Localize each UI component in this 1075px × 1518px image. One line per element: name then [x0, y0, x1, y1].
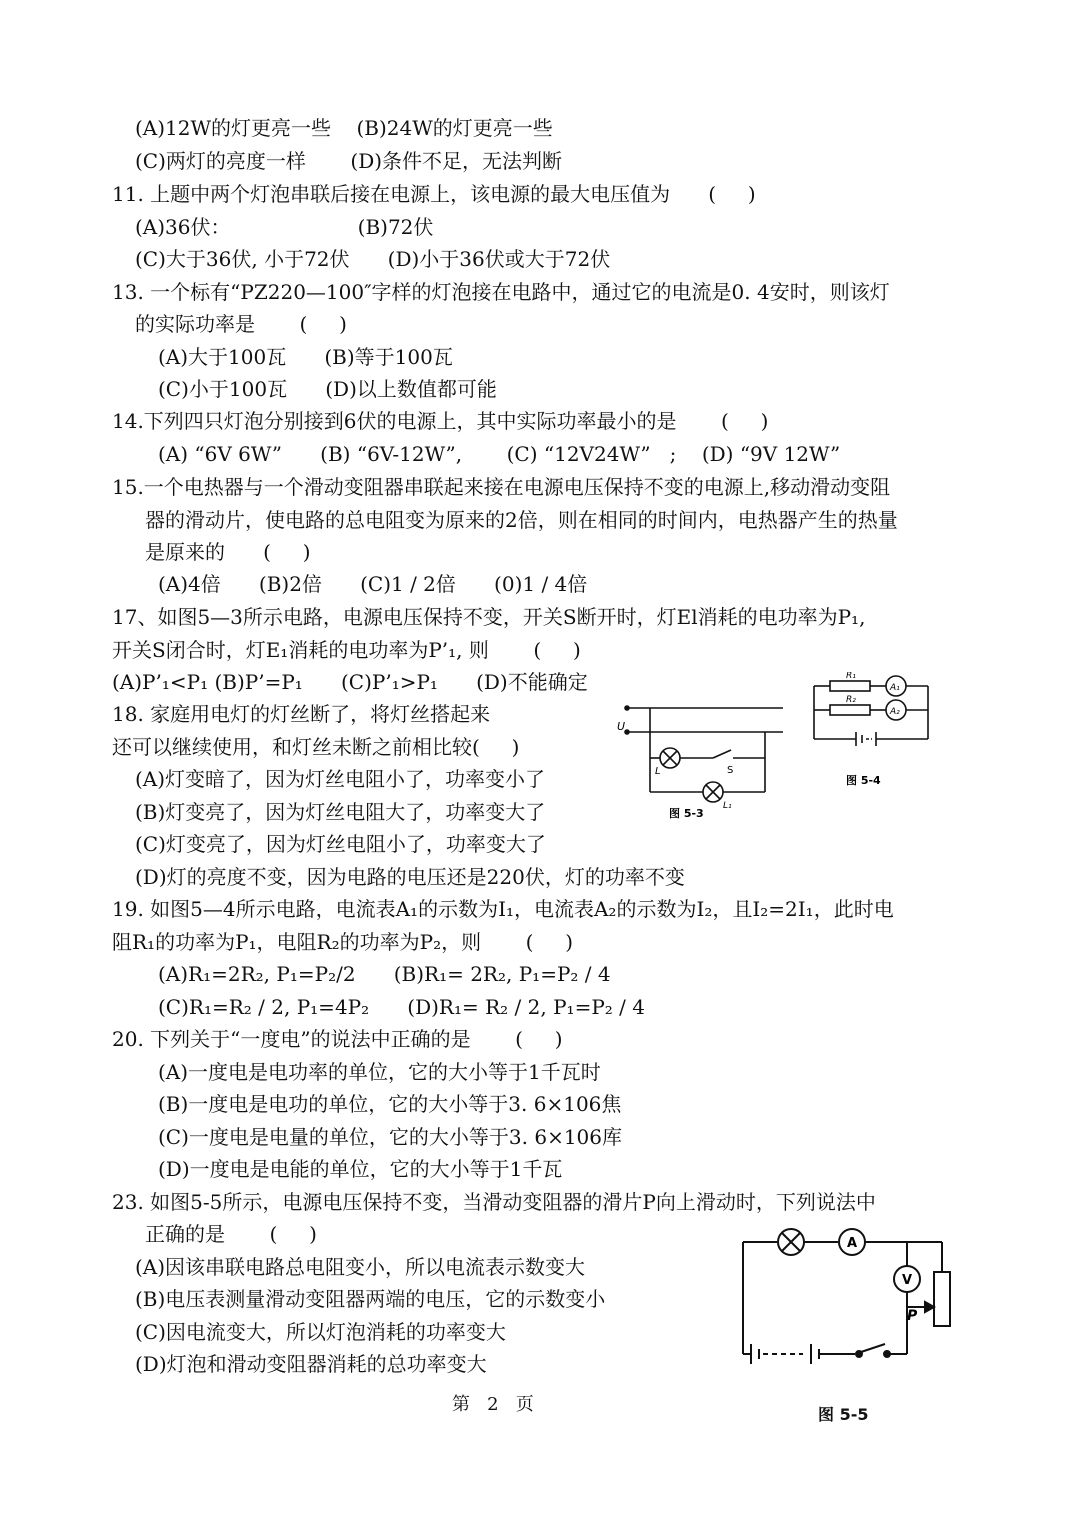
question-18: 18. 家庭用电灯的灯丝断了，将灯丝搭起来 [112, 702, 491, 726]
question-17: 17、如图5—3所示电路，电源电压保持不变，开关S断开时，灯El消耗的电功率为P₁, [112, 605, 866, 629]
label-a2: A₂ [890, 707, 900, 717]
q14-options: (A) “6V 6W” (B) “6V-12W”, (C) “12V24W” ; (D) “9V 12W” [158, 442, 841, 466]
q18-option-c: (C)灯变亮了，因为灯丝电阻小了，功率变大了 [135, 832, 546, 856]
q18-option-d: (D)灯的亮度不变，因为电路的电压还是220伏，灯的功率不变 [135, 865, 685, 889]
q23-option-b: (B)电压表测量滑动变阻器两端的电压，它的示数变小 [135, 1287, 606, 1311]
figure-5-4-label: 图 5-4 [846, 774, 881, 787]
label-l1: L₁ [723, 801, 732, 811]
label-a1: A₁ [890, 683, 900, 693]
figure-5-3-circuit [615, 700, 785, 825]
question-17-cont: 开关S闭合时，灯E₁消耗的电功率为P’₁, 则 ( ) [112, 638, 581, 662]
q15-options: (A)4倍 (B)2倍 (C)1 / 2倍 (0)1 / 4倍 [158, 572, 588, 596]
q20-option-d: (D)一度电是电能的单位，它的大小等于1千瓦 [158, 1157, 563, 1181]
question-15: 15.一个电热器与一个滑动变阻器串联起来接在电源电压保持不变的电源上,移动滑动变阻 [112, 475, 891, 499]
q20-option-a: (A)一度电是电功率的单位，它的大小等于1千瓦时 [158, 1060, 601, 1084]
figure-5-3-label: 图 5-3 [669, 807, 704, 820]
question-15-cont2: 是原来的 ( ) [145, 540, 311, 564]
question-23-cont: 正确的是 ( ) [145, 1222, 317, 1246]
label-l: L [655, 766, 661, 777]
q13-options-ab: (A)大于100瓦 (B)等于100瓦 [158, 345, 453, 369]
label-r2: R₂ [846, 695, 856, 705]
line-10-options-cd: (C)两灯的亮度一样 (D)条件不足，无法判断 [135, 149, 563, 173]
label-slider-p: P [907, 1308, 918, 1324]
q23-option-c: (C)因电流变大，所以灯泡消耗的功率变大 [135, 1320, 506, 1344]
line-10-options-ab: (A)12W的灯更亮一些 (B)24W的灯更亮一些 [135, 116, 553, 140]
question-19-cont: 阻R₁的功率为P₁，电阻R₂的功率为P₂，则 ( ) [112, 930, 573, 954]
question-19: 19. 如图5—4所示电路，电流表A₁的示数为I₁，电流表A₂的示数为I₂，且I₂=2I₁，此时电 [112, 897, 894, 921]
label-s: S [727, 765, 734, 776]
figure-5-5-circuit [735, 1222, 960, 1392]
question-15-cont1: 器的滑动片，使电路的总电阻变为原来的2倍，则在相同的时间内，电热器产生的热量 [145, 508, 898, 532]
q19-options-cd: (C)R₁=R₂ / 2, P₁=4P₂ (D)R₁= R₂ / 2, P₁=P₂ / 4 [158, 995, 645, 1019]
q23-option-d: (D)灯泡和滑动变阻器消耗的总功率变大 [135, 1352, 487, 1376]
q17-options: (A)P’₁<P₁ (B)P’=P₁ (C)P’₁>P₁ (D)不能确定 [112, 670, 588, 694]
question-13: 13. 一个标有“PZ220—100″字样的灯泡接在电路中，通过它的电流是0. 4安时，则该灯 [112, 280, 890, 304]
label-voltmeter: V [902, 1273, 913, 1288]
question-20: 20. 下列关于“一度电”的说法中正确的是 ( ) [112, 1027, 563, 1051]
q20-option-b: (B)一度电是电功的单位，它的大小等于3. 6×106焦 [158, 1092, 622, 1116]
question-18-cont: 还可以继续使用，和灯丝未断之前相比较( ) [112, 735, 520, 759]
q23-option-a: (A)因该串联电路总电阻变小，所以电流表示数变大 [135, 1255, 586, 1279]
q11-options-cd: (C)大于36伏, 小于72伏 (D)小于36伏或大于72伏 [135, 247, 611, 271]
page-number-footer: 第 2 页 [452, 1394, 534, 1415]
q20-option-c: (C)一度电是电量的单位，它的大小等于3. 6×106库 [158, 1125, 623, 1149]
figure-5-5-label: 图 5-5 [818, 1405, 869, 1424]
label-u: U [617, 720, 626, 733]
question-11: 11. 上题中两个灯泡串联后接在电源上，该电源的最大电压值为 ( ) [112, 182, 756, 206]
figure-5-4-circuit [808, 672, 933, 792]
q18-option-a: (A)灯变暗了，因为灯丝电阻小了，功率变小了 [135, 767, 546, 791]
question-14: 14.下列四只灯泡分别接到6伏的电源上，其中实际功率最小的是 ( ) [112, 409, 769, 433]
label-ammeter: A [847, 1236, 858, 1251]
question-23: 23. 如图5-5所示，电源电压保持不变，当滑动变阻器的滑片P向上滑动时，下列说法中 [112, 1190, 876, 1214]
q13-options-cd: (C)小于100瓦 (D)以上数值都可能 [158, 377, 497, 401]
q11-options-ab: (A)36伏： (B)72伏 [135, 215, 434, 239]
q19-options-ab: (A)R₁=2R₂, P₁=P₂/2 (B)R₁= 2R₂, P₁=P₂ / 4 [158, 962, 611, 986]
q18-option-b: (B)灯变亮了，因为灯丝电阻大了，功率变大了 [135, 800, 546, 824]
question-13-cont: 的实际功率是 ( ) [135, 312, 347, 336]
label-r1: R₁ [846, 672, 856, 681]
